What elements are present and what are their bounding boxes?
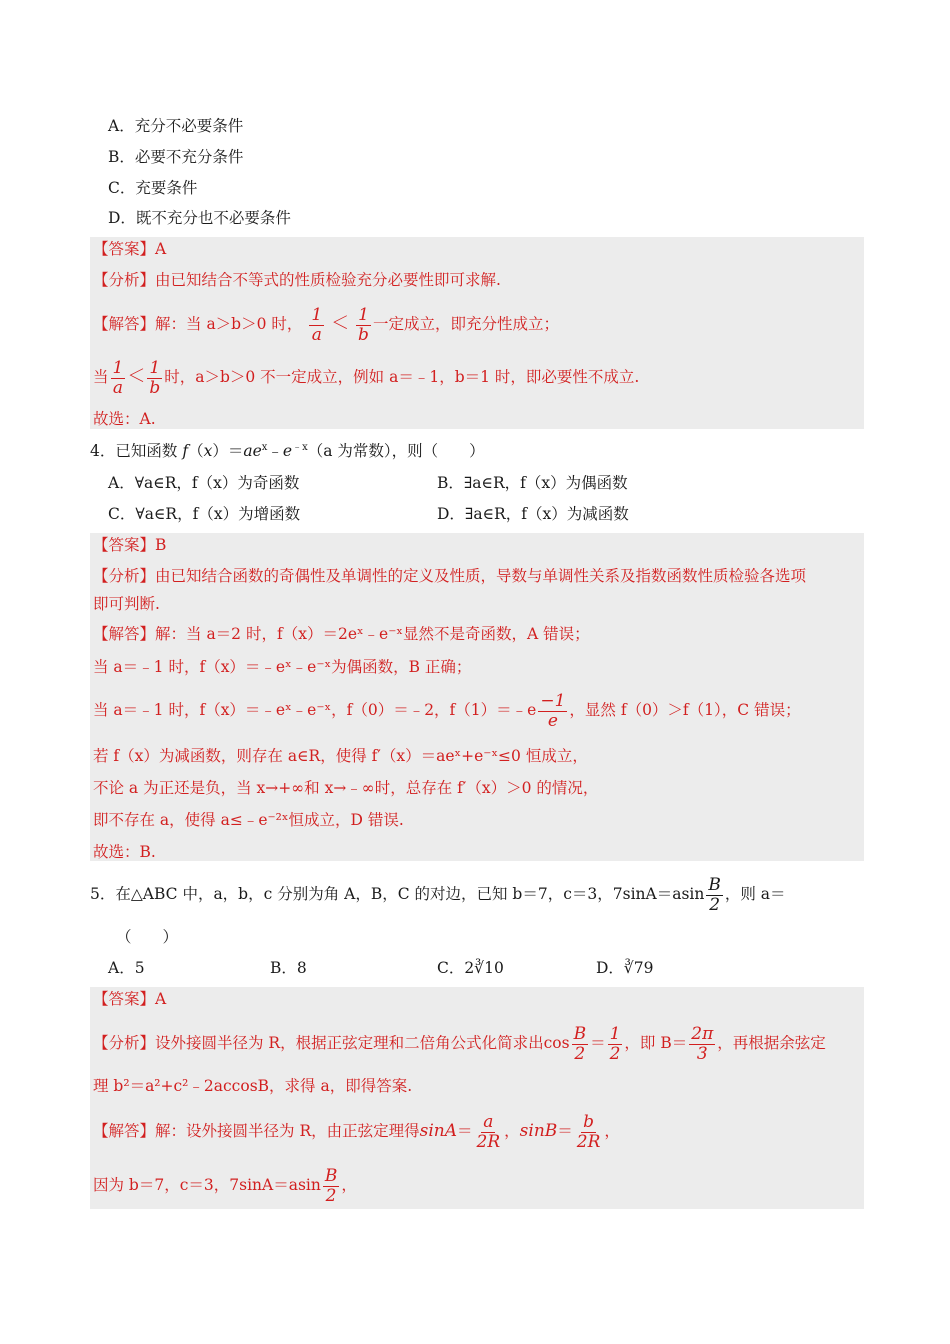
q3-conclusion: 故选：A. (93, 410, 156, 428)
q3-solution-line-2: 当 $\frac{1}{a}$ ＜ $\frac{1}{b}$ 时，a＞b＞0 不一定成立，例如 a＝﹣1，b＝1 时，即必要性不成立. (93, 357, 640, 398)
q4-answer: 【答案】B (93, 536, 167, 554)
fraction-1-over-b: $\frac{1}{b}$ (358, 304, 369, 345)
q3-option-b: B．必要不充分条件 (108, 148, 244, 166)
q4-solution-line-1: 【解答】解：当 a＝2 时，f（x）＝2eˣ﹣e⁻ˣ显然不是奇函数，A 错误； (93, 625, 590, 643)
q5-stem-line-2: （ ） (116, 928, 179, 946)
q5-analysis-2: 理 b²＝a²+c²﹣2accosB，求得 a，即得答案. (93, 1077, 413, 1095)
q5-solution-box (90, 987, 864, 1209)
q5-solution-line-2: 因为 b＝7，c＝3，7sinA＝asin $\frac{B}{2}$ ， (93, 1165, 357, 1206)
q4-solution-line-5: 不论 a 为正还是负，当 x→+∞和 x→﹣∞时，总存在 f′（x）＞0 的情况， (93, 779, 599, 797)
fraction-B-over-2: $\frac{B}{2}$ (708, 874, 721, 915)
q4-option-a: A．∀a∈R，f（x）为奇函数 (108, 474, 300, 492)
q5-stem-line-1: 5．在△ABC 中，a，b，c 分别为角 A，B，C 的对边，已知 b＝7，c＝3，7sinA＝asin $\frac{B}{2}$ ，则 a＝ (90, 874, 786, 915)
q4-solution-line-4: 若 f（x）为减函数，则存在 a∈R，使得 f′（x）＝aeˣ+e⁻ˣ≤0 恒成立， (93, 747, 588, 765)
q5-option-b: B．8 (270, 959, 307, 977)
fraction-neg1-over-e: $\frac{-1}{e}$ (540, 690, 566, 731)
q4-option-b: B．∃a∈R，f（x）为偶函数 (437, 474, 628, 492)
q5-option-d: D．∛79 (596, 959, 654, 977)
q4-solution-line-3: 当 a＝﹣1 时，f（x）＝﹣eˣ﹣e⁻ˣ，f（0）＝﹣2，f（1）＝﹣e $\frac{-1}{e}$ ，显然 f（0）＞f（1），C 错误； (93, 690, 801, 731)
q5-analysis-1: 【分析】设外接圆半径为 R，根据正弦定理和二倍角公式化简求出cos $\frac{B}{2}$ ＝ $\frac{1}{2}$ ，即 B＝ $\frac{2\pi}{3}$ ，再根据余弦定 (93, 1023, 826, 1064)
q4-solution-line-2: 当 a＝﹣1 时，f（x）＝﹣eˣ﹣e⁻ˣ为偶函数，B 正确； (93, 658, 472, 676)
q3-solution-line-1: 【解答】解：当 a＞b＞0 时， $\frac{1}{a}$ ＜ $\frac{1}{b}$ 一定成立，即充分性成立； (93, 304, 559, 345)
q4-conclusion: 故选：B. (93, 843, 156, 861)
fraction-2pi-over-3: $\frac{2\pi}{3}$ (691, 1023, 714, 1064)
q5-solution-line-1: 【解答】解：设外接圆半径为 R，由正弦定理得sinA＝ $\frac{a}{2R}$ ，sinB＝ $\frac{b}{2R}$ ， (93, 1111, 620, 1152)
q4-analysis-2: 即可判断. (93, 595, 160, 613)
q5-option-a: A．5 (108, 959, 145, 977)
q5-answer: 【答案】A (93, 990, 167, 1008)
q3-option-a: A．充分不必要条件 (108, 117, 244, 135)
q4-analysis-1: 【分析】由已知结合函数的奇偶性及单调性的定义及性质，导数与单调性关系及指数函数性质检验各选项 (93, 567, 807, 585)
q3-answer: 【答案】A (93, 240, 167, 258)
q3-option-c: C．充要条件 (108, 179, 198, 197)
q4-option-c: C．∀a∈R，f（x）为增函数 (108, 505, 301, 523)
q3-solution-box (90, 237, 864, 429)
q3-analysis: 【分析】由已知结合不等式的性质检验充分必要性即可求解. (93, 271, 501, 289)
q4-solution-line-6: 即不存在 a，使得 a≤﹣e⁻²ˣ恒成立，D 错误. (93, 811, 404, 829)
fraction-1-over-a: $\frac{1}{a}$ (311, 304, 323, 345)
q5-option-c: C．2∛10 (437, 959, 504, 977)
q4-solution-box (90, 533, 864, 861)
q4-stem: 4．已知函数 $f(x)=ae^x﹣e^{﹣x}(a$ 为常数），则（ ） (90, 442, 485, 460)
q3-option-d: D．既不充分也不必要条件 (108, 209, 291, 227)
q4-option-d: D．∃a∈R，f（x）为减函数 (437, 505, 629, 523)
